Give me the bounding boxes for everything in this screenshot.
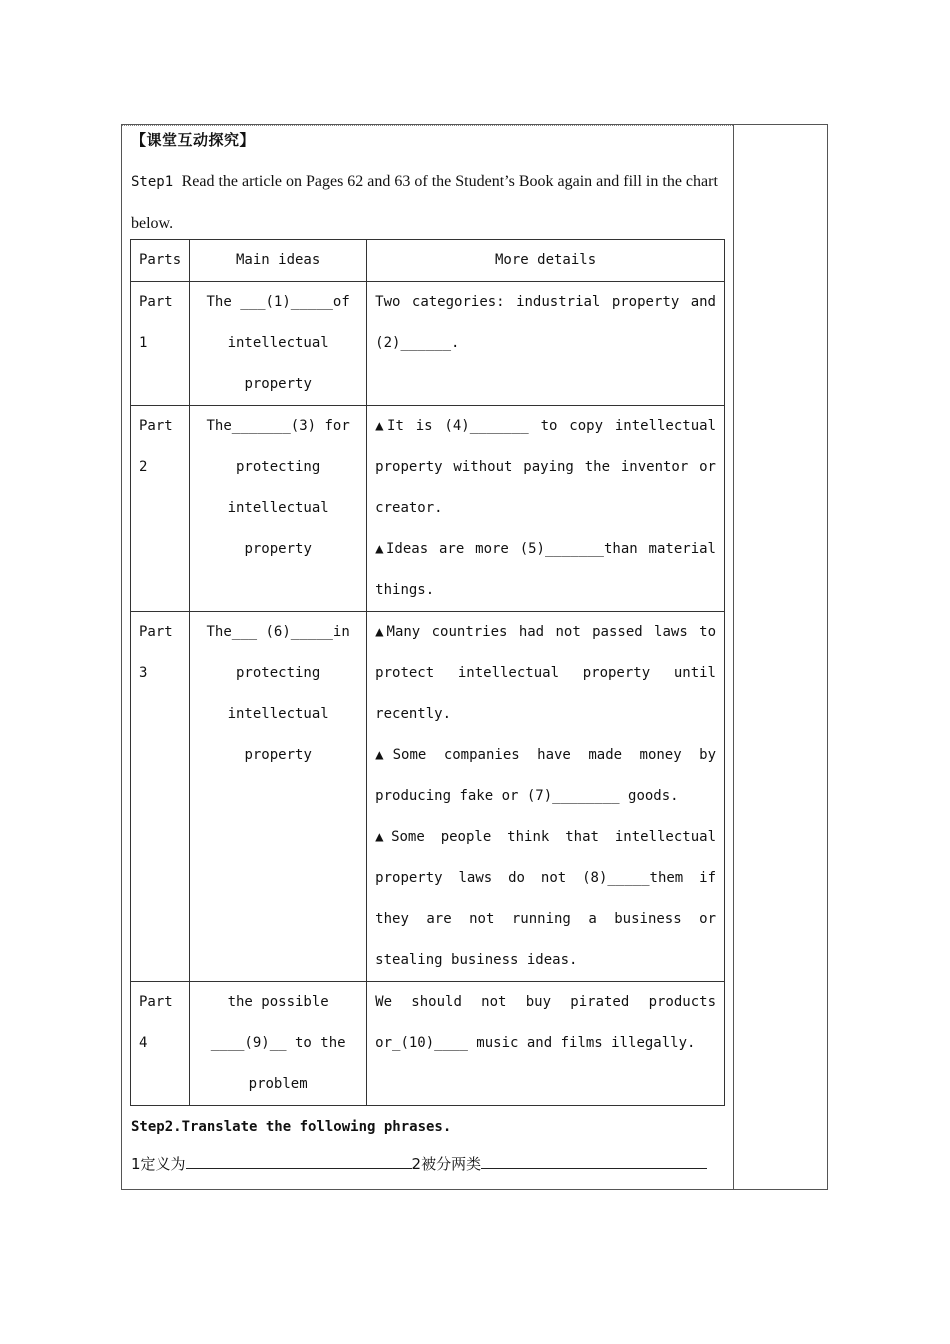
main-idea: The___ (6)_____in protecting intellectual property	[190, 612, 367, 982]
detail-item: Two categories: industrial property and (2)______.	[375, 294, 716, 351]
step1-text: Read the article on Pages 62 and 63 of the Student’s Book again and fill in the chart below.	[131, 173, 718, 232]
detail-item: We should not buy pirated products or_(10)____ music and films illegally.	[375, 994, 716, 1051]
detail-item: ▲It is (4)_______ to copy intellectual property without paying the inventor or creator.	[375, 418, 716, 516]
step1-instruction	[131, 161, 721, 244]
header-parts: Parts	[131, 240, 190, 282]
step2-instruction: Step2.Translate the following phrases.	[131, 1119, 452, 1135]
detail-item: ▲Some people think that intellectual property laws do not (8)_____them if they are not running a business or stealing business ideas.	[375, 829, 716, 968]
part-label: Part 3	[131, 612, 190, 982]
worksheet-frame	[121, 124, 828, 1190]
header-main-ideas: Main ideas	[190, 240, 367, 282]
phrase-2-label: 2被分两类	[411, 1155, 482, 1173]
table-row	[131, 282, 725, 406]
detail-cell	[367, 612, 725, 982]
phrase-1-answer-blank[interactable]	[186, 1154, 412, 1169]
main-idea: The_______(3) for protecting intellectual property	[190, 406, 367, 612]
main-idea: the possible ____(9)__ to the problem	[190, 982, 367, 1106]
phrase-list	[131, 1153, 707, 1174]
fill-in-chart	[130, 239, 725, 1106]
step1-label: Step1	[131, 174, 182, 190]
header-more-details: More details	[367, 240, 725, 282]
table-row	[131, 982, 725, 1106]
margin-column	[733, 125, 734, 1189]
main-idea: The ___(1)_____of intellectual property	[190, 282, 367, 406]
detail-cell	[367, 982, 725, 1106]
phrase-1-label: 1定义为	[131, 1155, 186, 1173]
table-row	[131, 406, 725, 612]
section-heading: 【课堂互动探究】	[131, 131, 256, 149]
detail-cell	[367, 406, 725, 612]
chart-header-row	[131, 240, 725, 282]
part-label: Part 4	[131, 982, 190, 1106]
part-label: Part 1	[131, 282, 190, 406]
detail-item: ▲Many countries had not passed laws to protect intellectual property until recently.	[375, 624, 716, 722]
detail-cell	[367, 282, 725, 406]
table-row	[131, 612, 725, 982]
detail-item: ▲Ideas are more (5)_______than material things.	[375, 541, 716, 598]
detail-item: ▲Some companies have made money by producing fake or (7)________ goods.	[375, 747, 716, 804]
phrase-2-answer-blank[interactable]	[481, 1154, 707, 1169]
section-rule	[122, 125, 733, 126]
part-label: Part 2	[131, 406, 190, 612]
